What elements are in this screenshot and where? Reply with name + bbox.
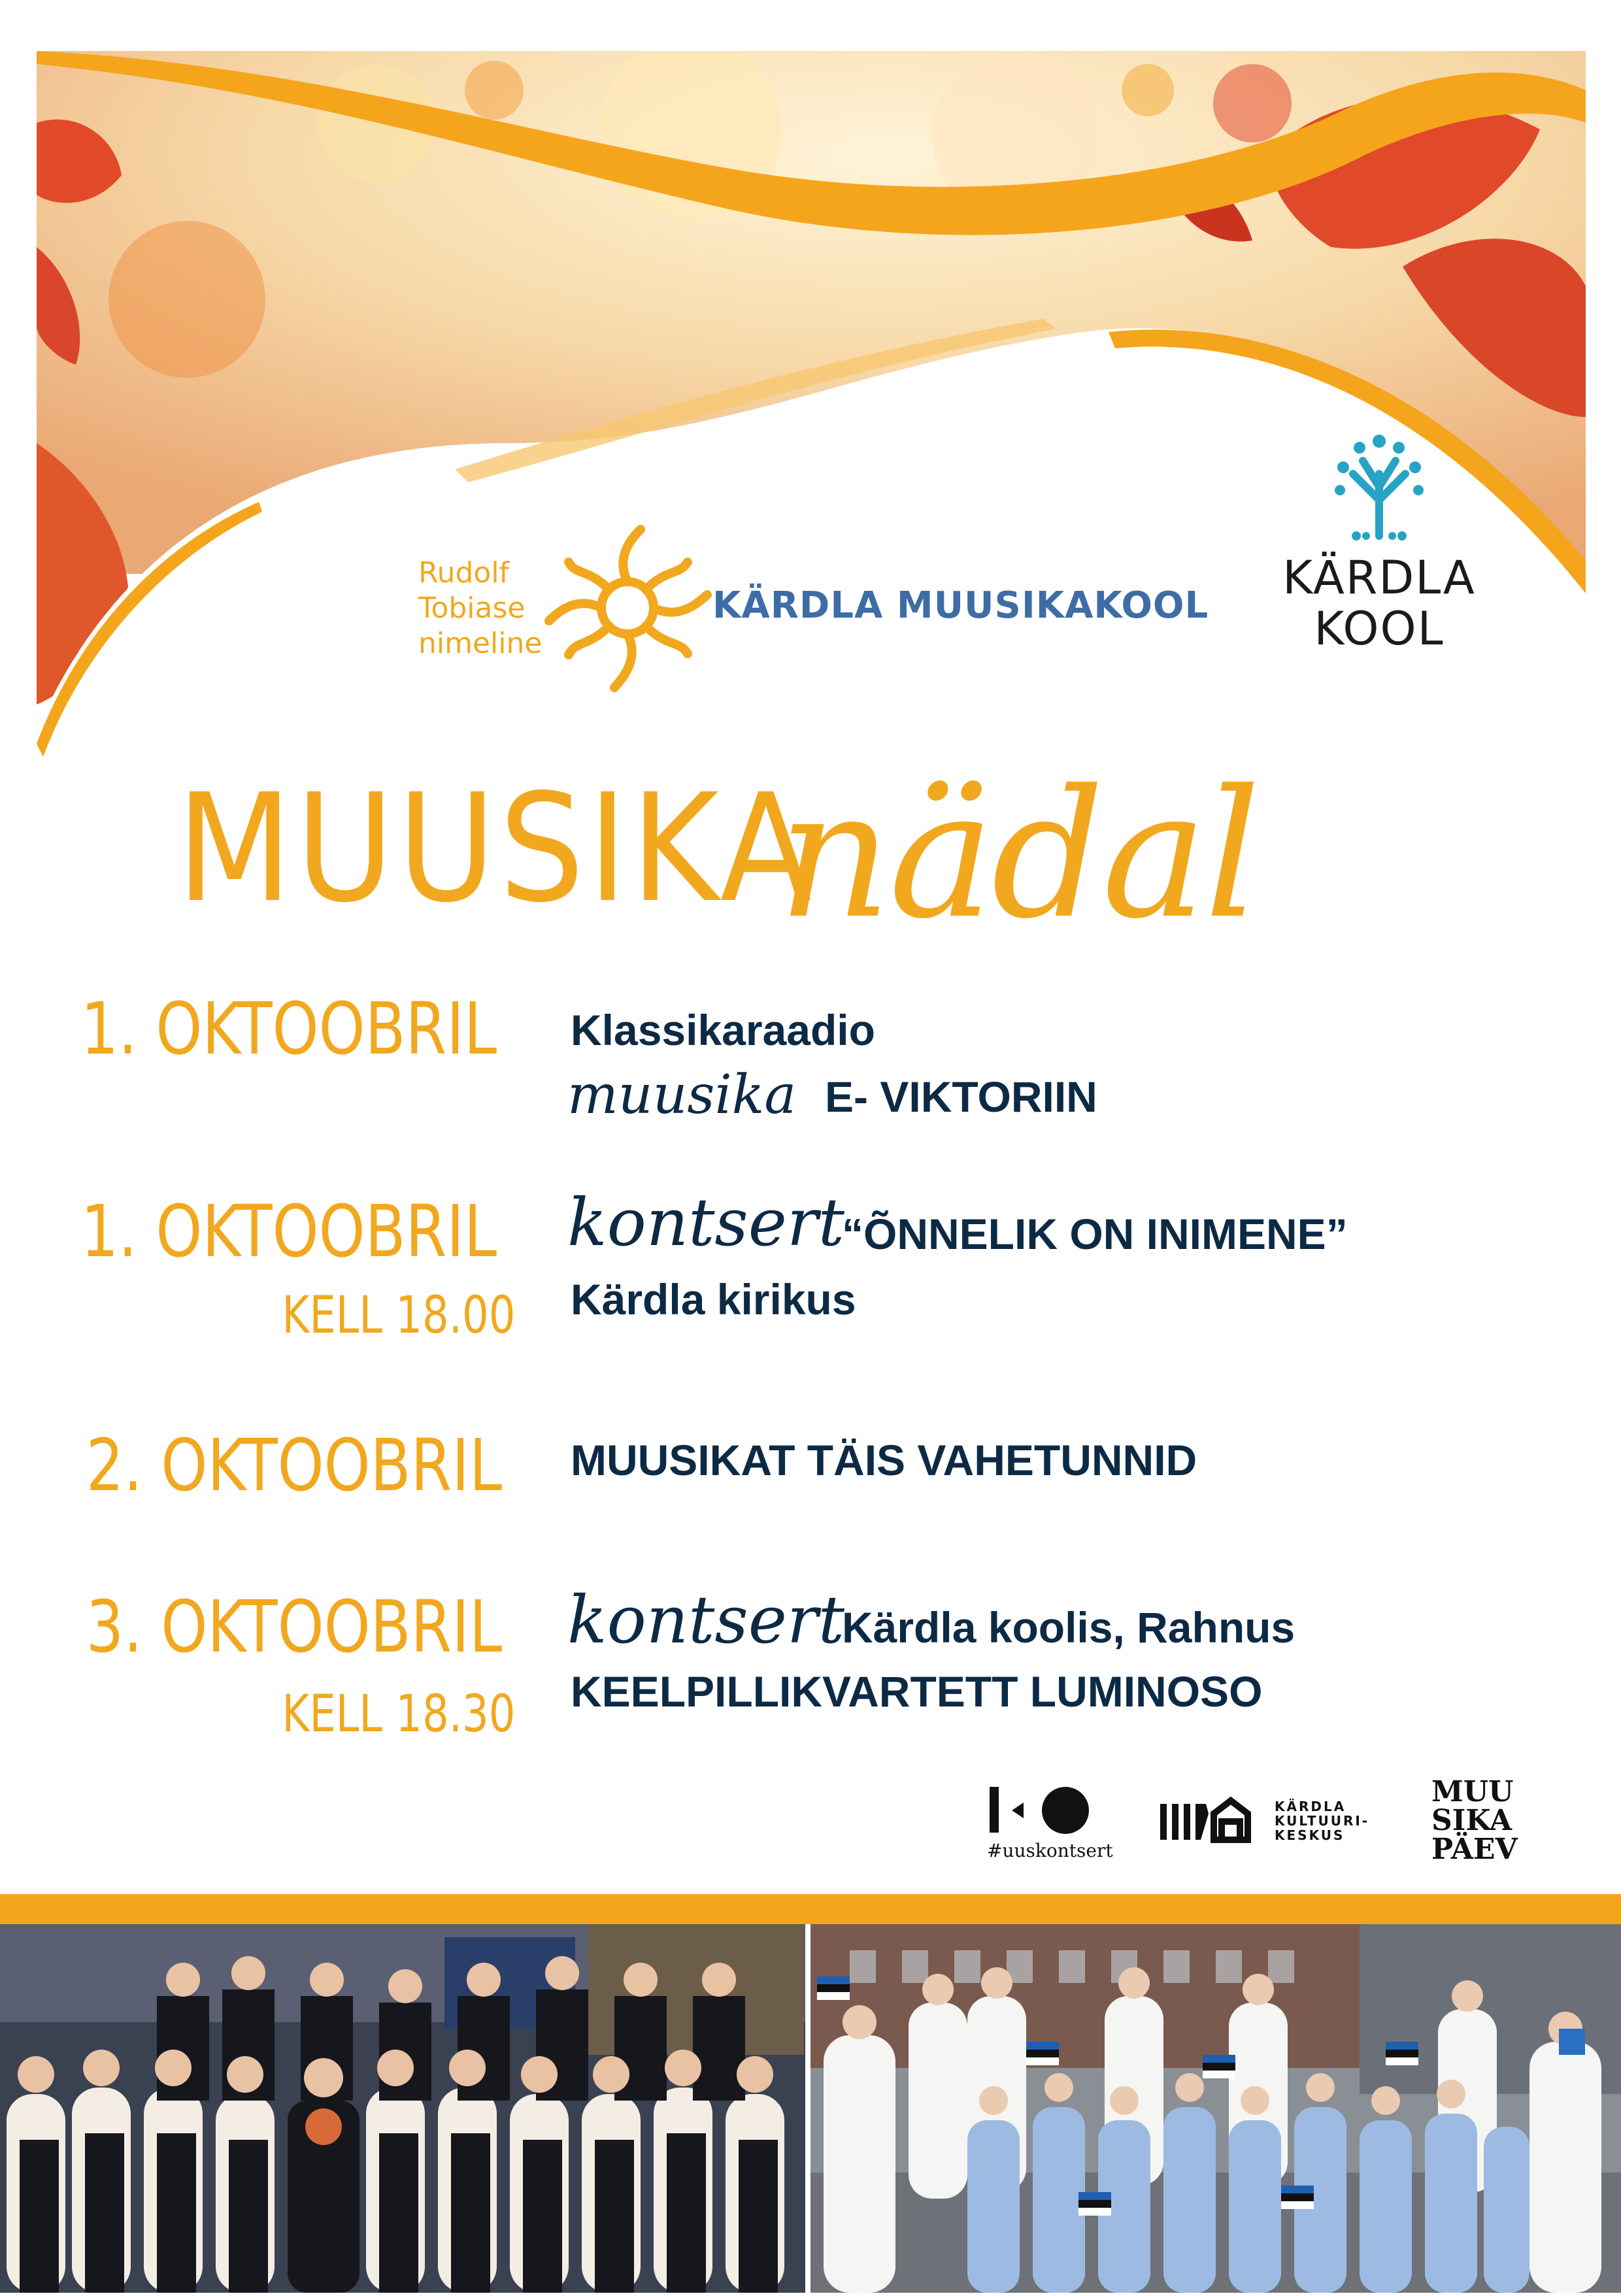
- tree-icon: [1330, 428, 1428, 542]
- mp-line2: SIKA: [1431, 1804, 1512, 1837]
- kardla-kool-wordmark: [1268, 552, 1490, 654]
- event-4-line2: KEELPILLIKVARTETT LUMINOSO: [571, 1667, 1263, 1716]
- event-2-script: kontsert: [567, 1184, 844, 1261]
- event-2-time: KELL 18.00: [281, 1286, 515, 1345]
- kardla-kool-logo: [1268, 428, 1490, 663]
- kool-line2: KOOL: [1314, 602, 1445, 656]
- event-4-time: KELL 18.30: [281, 1685, 515, 1744]
- choir-photo: [0, 1924, 805, 2293]
- page-title: [176, 686, 1484, 1000]
- photo-strip: [0, 1924, 1621, 2293]
- title-script: nädal: [778, 752, 1259, 957]
- event-4-line1: Kärdla koolis, Rahnus: [842, 1603, 1295, 1652]
- event-4-date: 3. OKTOOBRIL: [86, 1585, 502, 1669]
- photos-svg: [0, 1924, 1621, 2293]
- treble-clef-sun-icon: [536, 516, 719, 699]
- logo-line-rudolf: Rudolf: [418, 556, 510, 590]
- event-2-line2: Kärdla kirikus: [571, 1275, 856, 1323]
- event-2-date: 1. OKTOOBRIL: [80, 1190, 497, 1273]
- kk-line3: KESKUS: [1275, 1827, 1345, 1843]
- logo-line-nimeline: nimeline: [418, 627, 543, 660]
- kardla-muusikakool-name: KÄRDLA MUUSIKAKOOL: [712, 584, 1209, 627]
- uuskontsert-mark-icon: [987, 1784, 1098, 1837]
- mp-line3: PÄEV: [1431, 1833, 1518, 1866]
- event-4-script: kontsert: [567, 1582, 844, 1658]
- kultuurikeskus-mark-icon: [1160, 1794, 1252, 1846]
- uuskontsert-logo: [987, 1784, 1113, 1863]
- kultuurikeskus-text: [1275, 1799, 1369, 1842]
- muusikapaev-logo: [1431, 1775, 1549, 1869]
- title-caps: MUUSIKA: [176, 761, 816, 935]
- muusikakool-logo: [418, 516, 1216, 699]
- event-1-date: 1. OKTOOBRIL: [80, 987, 497, 1071]
- event-1-script: muusika: [567, 1064, 797, 1126]
- event-1-line2: E- VIKTORIIN: [825, 1073, 1097, 1121]
- sponsor-logos: [980, 1775, 1556, 1869]
- kultuurikeskus-logo: [1160, 1794, 1402, 1853]
- kk-line2: KULTUURI-: [1275, 1813, 1370, 1829]
- children-flags-photo: [811, 1924, 1621, 2293]
- uuskontsert-tag: #uuskontsert: [987, 1840, 1113, 1861]
- orange-divider-band: [0, 1894, 1621, 1924]
- event-3-line1: MUUSIKAT TÄIS VAHETUNNID: [571, 1436, 1197, 1484]
- event-3-date: 2. OKTOOBRIL: [86, 1423, 502, 1507]
- kool-line1: KÄRDLA: [1282, 551, 1476, 605]
- logo-line-tobiase: Tobiase: [418, 591, 526, 625]
- kk-line1: KÄRDLA: [1275, 1799, 1346, 1814]
- event-1-line1: Klassikaraadio: [571, 1006, 875, 1054]
- mp-line1: MUU: [1431, 1775, 1514, 1808]
- event-2-line1: “ÕNNELIK ON INIMENE”: [842, 1210, 1348, 1258]
